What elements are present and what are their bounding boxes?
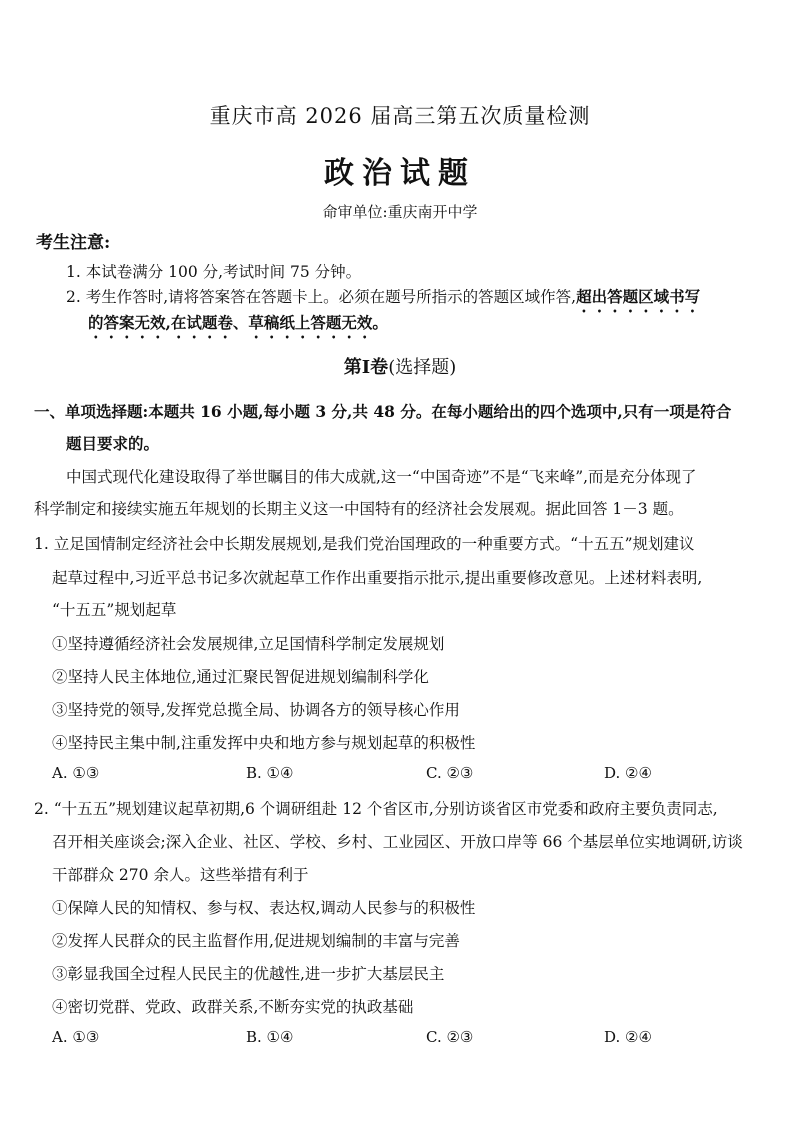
q1-statement-4: ④坚持民主集中制,注重发挥中央和地方参与规划起草的积极性 [52, 734, 476, 752]
q2-statement-1: ①保障人民的知情权、参与权、表达权,调动人民参与的积极性 [52, 899, 476, 917]
notice-item-2-emphasis-1: 超出答题区域书写 [576, 287, 701, 306]
section-instruction-line-1: 一、单项选择题:本题共 16 小题,每小题 3 分,共 48 分。在每小题给出的四个选项中,只有一项是符合 [34, 402, 732, 421]
q2-statement-2: ②发挥人民群众的民主监督作用,促进规划编制的丰富与完善 [52, 932, 460, 950]
q1-option-d: D. ②④ [604, 764, 652, 782]
q1-option-b: B. ①④ [246, 764, 294, 782]
q1-statement-3: ③坚持党的领导,发挥党总揽全局、协调各方的领导核心作用 [52, 701, 460, 719]
material-line-2: 科学制定和接续实施五年规划的长期主义这一中国特有的经济社会发展观。据此回答 1－3 题。 [34, 500, 684, 518]
q1-option-c: C. ②③ [426, 764, 474, 782]
notice-item-2-lead: 2. 考生作答时,请将答案答在答题卡上。必须在题号所指示的答题区域作答, [66, 288, 577, 306]
q2-stem-line-2: 召开相关座谈会;深入企业、社区、学校、乡村、工业园区、开放口岸等 66 个基层单位实地调研,访谈 [52, 833, 743, 851]
q1-statement-1: ①坚持遵循经济社会发展规律,立足国情科学制定发展规划 [52, 635, 445, 653]
q1-stem-line-3: “十五五”规划起草 [52, 601, 177, 619]
q2-stem-line-1: 2. “十五五”规划建议起草初期,6 个调研组赴 12 个省区市,分别访谈省区市党委和政府主要负责同志, [34, 800, 718, 818]
notice-heading: 考生注意: [36, 233, 111, 253]
setter-unit: 命审单位:重庆南开中学 [322, 203, 478, 221]
part-title-main: 第Ⅰ卷 [343, 357, 389, 378]
exam-title: 重庆市高 2026 届高三第五次质量检测 [209, 104, 591, 128]
q2-option-b: B. ①④ [246, 1028, 294, 1046]
q1-stem-line-1: 1. 立足国情制定经济社会中长期发展规划,是我们党治国理政的一种重要方式。“十五五”规划建议 [34, 535, 695, 553]
q2-stem-line-3: 干部群众 270 余人。这些举措有利于 [52, 866, 309, 884]
q2-option-a: A. ①③ [52, 1028, 100, 1046]
part-title [0, 353, 800, 379]
subject-title: 政治试题 [324, 156, 476, 191]
notice-item-1: 1. 本试卷满分 100 分,考试时间 75 分钟。 [66, 263, 362, 281]
part-title-paren: (选择题) [388, 357, 457, 378]
notice-item-2-emphasis-2: 的答案无效,在试题卷、草稿纸上答题无效。 [88, 313, 388, 332]
material-line-1: 中国式现代化建设取得了举世瞩目的伟大成就,这一“中国奇迹”不是“飞来峰”,而是充分体现了 [66, 468, 697, 486]
section-instruction-line-2: 题目要求的。 [66, 434, 160, 453]
notice-item-2-cont [88, 311, 388, 342]
q1-statement-2: ②坚持人民主体地位,通过汇聚民智促进规划编制科学化 [52, 668, 429, 686]
q2-statement-3: ③彰显我国全过程人民民主的优越性,进一步扩大基层民主 [52, 965, 445, 983]
q2-option-c: C. ②③ [426, 1028, 474, 1046]
q2-statement-4: ④密切党群、党政、政群关系,不断夯实党的执政基础 [52, 998, 414, 1016]
q2-option-d: D. ②④ [604, 1028, 652, 1046]
q1-stem-line-2: 起草过程中,习近平总书记多次就起草工作作出重要指示批示,提出重要修改意见。上述材料表明, [52, 569, 703, 587]
q1-option-a: A. ①③ [52, 764, 100, 782]
